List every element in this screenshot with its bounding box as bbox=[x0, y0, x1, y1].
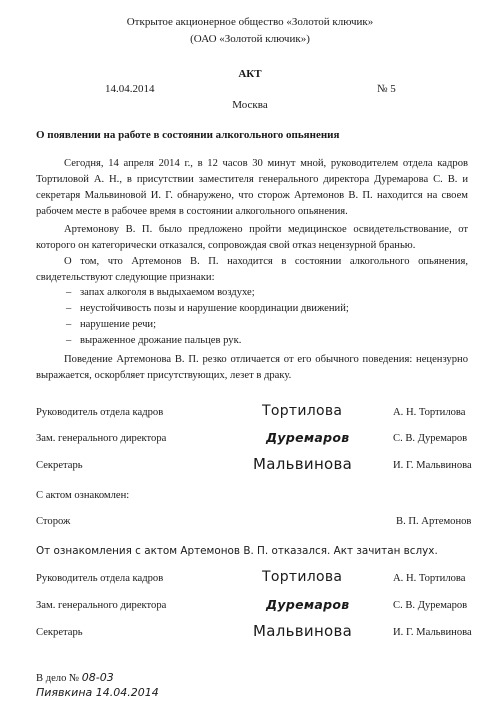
signer-name: И. Г. Мальвинова bbox=[393, 627, 472, 638]
signer-position: Руководитель отдела кадров bbox=[36, 407, 164, 418]
org-short-name: (ОАО «Золотой ключик») bbox=[190, 33, 310, 45]
paragraph-incident: Сегодня, 14 апреля 2014 г., в 12 часов 30 минут мной, руководителем отдела кадров Тортиловой А. Н., в присутствии заместителя генерального директора Дуремарова С. В. и секретаря Мальвиновой И. Г. обнаружено, что сторож Артемонов В. П. находится на своем рабочем месте в рабочее время в состоянии алкогольного опьянения. bbox=[36, 158, 468, 217]
filing-prefix: В дело № bbox=[36, 673, 82, 684]
signer-position: Зам. генерального директора bbox=[36, 600, 167, 611]
filing-handwritten-note: Пиявкина 14.04.2014 bbox=[36, 686, 159, 699]
act-city: Москва bbox=[232, 99, 268, 111]
signer-name: В. П. Артемонов bbox=[396, 516, 472, 527]
list-item: выраженное дрожание пальцев рук. bbox=[80, 335, 242, 346]
handwritten-signature: Тортилова bbox=[262, 569, 343, 585]
handwritten-signature: Мальвинова bbox=[253, 455, 353, 473]
handwritten-signature: Дуремаров bbox=[266, 430, 350, 445]
filing-note bbox=[36, 671, 114, 684]
refusal-note: От ознакомления с актом Артемонов В. П. отказался. Акт зачитан вслух. bbox=[36, 545, 438, 557]
handwritten-signature: Тортилова bbox=[262, 403, 343, 419]
signer-position: Зам. генерального директора bbox=[36, 433, 167, 444]
list-item-dash: – bbox=[66, 335, 72, 346]
list-item-dash: – bbox=[66, 303, 72, 314]
list-item: нарушение речи; bbox=[80, 319, 157, 330]
handwritten-signature: Дуремаров bbox=[266, 597, 350, 612]
signer-position: Секретарь bbox=[36, 627, 83, 638]
list-item: запах алкоголя в выдыхаемом воздухе; bbox=[80, 287, 255, 298]
signer-name: С. В. Дуремаров bbox=[393, 600, 468, 611]
signer-position: Секретарь bbox=[36, 460, 83, 471]
signer-name: И. Г. Мальвинова bbox=[393, 460, 472, 471]
filing-number: 08-03 bbox=[81, 671, 114, 684]
signer-position: Сторож bbox=[36, 516, 71, 527]
act-date: 14.04.2014 bbox=[105, 83, 155, 95]
act-title: АКТ bbox=[238, 68, 262, 80]
paragraph-refusal-medical: Артемонову В. П. было предложено пройти медицинское освидетельствование, от которого он категорически отказался, сопровождая свой отказ нецензурной бранью. bbox=[36, 224, 468, 251]
signer-name: А. Н. Тортилова bbox=[393, 407, 466, 418]
handwritten-signature: Мальвинова bbox=[253, 622, 353, 640]
signer-position: Руководитель отдела кадров bbox=[36, 573, 164, 584]
act-number: № 5 bbox=[377, 83, 396, 95]
signer-name: А. Н. Тортилова bbox=[393, 573, 466, 584]
org-name: Открытое акционерное общество «Золотой ключик» bbox=[126, 16, 374, 28]
signer-name: С. В. Дуремаров bbox=[393, 433, 468, 444]
list-item-dash: – bbox=[66, 319, 72, 330]
acquainted-label: С актом ознакомлен: bbox=[36, 490, 130, 501]
paragraph-conclusion: Поведение Артемонова В. П. резко отличается от его обычного поведения: нецензурно выражается, оскорбляет присутствующих, лезет в драку. bbox=[36, 354, 468, 381]
list-item: неустойчивость позы и нарушение координации движений; bbox=[80, 303, 349, 314]
paragraph-signs-intro: О том, что Артемонов В. П. находится в состоянии алкогольного опьянения, свидетельствуют следующие признаки: bbox=[36, 256, 468, 283]
act-subject: О появлении на работе в состоянии алкогольного опьянения bbox=[36, 129, 340, 141]
list-item-dash: – bbox=[66, 287, 72, 298]
